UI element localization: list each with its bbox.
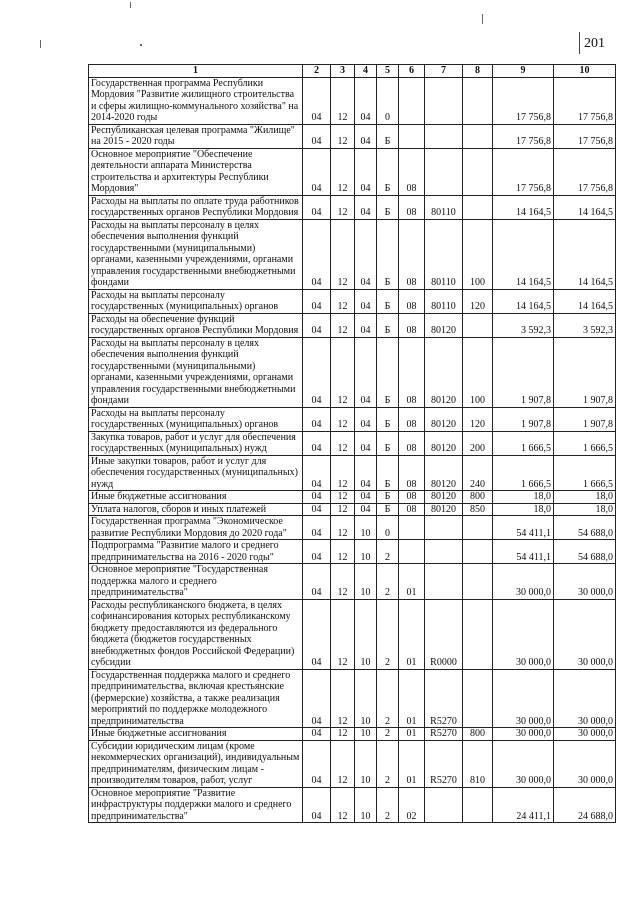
- code-col-7: [425, 564, 463, 600]
- code-col-6: [399, 124, 425, 148]
- code-col-7: 80120: [425, 491, 463, 504]
- code-col-7: 80120: [425, 503, 463, 516]
- amount-col-10: 54 688,0: [554, 540, 616, 564]
- amount-col-9: 17 756,8: [493, 77, 554, 124]
- row-name: Субсидии юридическим лицам (кроме некоммерческих организаций), индивидуальным предпринимателям, физическим лицам - производителям товаров, работ, услуг: [89, 740, 303, 787]
- code-col-3: 12: [331, 313, 355, 337]
- amount-col-10: 30 000,0: [554, 599, 616, 669]
- amount-col-9: 17 756,8: [493, 148, 554, 195]
- page-number-bar: [579, 32, 580, 54]
- table-row: [89, 540, 616, 564]
- budget-table: [88, 64, 616, 823]
- code-col-4: 04: [355, 337, 377, 407]
- table-row: [89, 407, 616, 431]
- code-col-8: [463, 787, 493, 823]
- code-col-5: 0: [377, 77, 399, 124]
- code-col-3: 12: [331, 195, 355, 219]
- code-col-2: 04: [303, 289, 331, 313]
- code-col-7: 80110: [425, 219, 463, 289]
- code-col-6: [399, 77, 425, 124]
- code-col-7: R5270: [425, 740, 463, 787]
- code-col-8: 810: [463, 740, 493, 787]
- code-col-8: 850: [463, 503, 493, 516]
- code-col-6: 08: [399, 337, 425, 407]
- table-header-row: [89, 65, 616, 78]
- code-col-3: 12: [331, 787, 355, 823]
- column-header: 8: [463, 65, 493, 78]
- code-col-3: 12: [331, 516, 355, 540]
- code-col-6: 08: [399, 195, 425, 219]
- table-row: [89, 77, 616, 124]
- code-col-4: 10: [355, 740, 377, 787]
- code-col-8: [463, 669, 493, 728]
- code-col-2: 04: [303, 599, 331, 669]
- amount-col-9: 3 592,3: [493, 313, 554, 337]
- code-col-8: [463, 564, 493, 600]
- code-col-2: 04: [303, 77, 331, 124]
- code-col-8: 120: [463, 289, 493, 313]
- code-col-3: 12: [331, 503, 355, 516]
- column-header: 4: [355, 65, 377, 78]
- code-col-5: 2: [377, 540, 399, 564]
- code-col-8: 200: [463, 431, 493, 455]
- scan-mark: [140, 44, 142, 46]
- code-col-2: 04: [303, 407, 331, 431]
- code-col-4: 10: [355, 516, 377, 540]
- code-col-4: 04: [355, 431, 377, 455]
- code-col-7: R0000: [425, 599, 463, 669]
- column-header: 9: [493, 65, 554, 78]
- code-col-3: 12: [331, 337, 355, 407]
- code-col-5: Б: [377, 124, 399, 148]
- code-col-8: 800: [463, 728, 493, 741]
- row-name: Иные закупки товаров, работ и услуг для обеспечения государственных (муниципальных) нужд: [89, 455, 303, 491]
- amount-col-9: 54 411,1: [493, 516, 554, 540]
- column-header: 5: [377, 65, 399, 78]
- row-name: Основное мероприятие "Государственная поддержка малого и среднего предпринимательства": [89, 564, 303, 600]
- code-col-3: 12: [331, 289, 355, 313]
- amount-col-9: 14 164,5: [493, 195, 554, 219]
- table-row: [89, 124, 616, 148]
- amount-col-9: 14 164,5: [493, 289, 554, 313]
- code-col-2: 04: [303, 669, 331, 728]
- amount-col-9: 1 666,5: [493, 455, 554, 491]
- table-row: [89, 289, 616, 313]
- row-name: Расходы на выплаты персоналу в целях обеспечения выполнения функций государственными (муниципальными) органами, казенными учреждениями, органами управления государственными внебюджетными фондами: [89, 337, 303, 407]
- code-col-2: 04: [303, 787, 331, 823]
- amount-col-10: 1 666,5: [554, 455, 616, 491]
- code-col-3: 12: [331, 124, 355, 148]
- code-col-5: Б: [377, 195, 399, 219]
- row-name: Республиканская целевая программа "Жилище" на 2015 - 2020 годы: [89, 124, 303, 148]
- code-col-5: 2: [377, 728, 399, 741]
- amount-col-9: 30 000,0: [493, 599, 554, 669]
- amount-col-10: 1 666,5: [554, 431, 616, 455]
- table-row: [89, 787, 616, 823]
- amount-col-10: 30 000,0: [554, 740, 616, 787]
- column-header: 1: [89, 65, 303, 78]
- amount-col-10: 18,0: [554, 503, 616, 516]
- table-row: [89, 148, 616, 195]
- code-col-8: 240: [463, 455, 493, 491]
- row-name: Основное мероприятие "Развитие инфраструктуры поддержки малого и среднего предпринимательства": [89, 787, 303, 823]
- code-col-7: R5270: [425, 669, 463, 728]
- column-header: 7: [425, 65, 463, 78]
- code-col-2: 04: [303, 455, 331, 491]
- row-name: Расходы на выплаты персоналу государственных (муниципальных) органов: [89, 289, 303, 313]
- table-row: [89, 669, 616, 728]
- code-col-5: 2: [377, 787, 399, 823]
- code-col-2: 04: [303, 195, 331, 219]
- code-col-8: [463, 124, 493, 148]
- code-col-6: 08: [399, 148, 425, 195]
- amount-col-10: 1 907,8: [554, 337, 616, 407]
- code-col-7: 80110: [425, 289, 463, 313]
- table-row: [89, 431, 616, 455]
- code-col-8: 800: [463, 491, 493, 504]
- code-col-7: 80120: [425, 455, 463, 491]
- code-col-4: 10: [355, 540, 377, 564]
- code-col-7: [425, 148, 463, 195]
- code-col-3: 12: [331, 564, 355, 600]
- code-col-4: 04: [355, 195, 377, 219]
- table-row: [89, 728, 616, 741]
- column-header: 3: [331, 65, 355, 78]
- code-col-5: Б: [377, 455, 399, 491]
- code-col-5: Б: [377, 503, 399, 516]
- row-name: Расходы на выплаты персоналу в целях обеспечения выполнения функций государственными (муниципальными) органами, казенными учреждениями, органами управления государственными внебюджетными фондами: [89, 219, 303, 289]
- code-col-4: 04: [355, 289, 377, 313]
- table-row: [89, 313, 616, 337]
- row-name: Государственная программа "Экономическое развитие Республики Мордовия до 2020 года": [89, 516, 303, 540]
- code-col-7: [425, 124, 463, 148]
- amount-col-9: 30 000,0: [493, 728, 554, 741]
- page-number: 201: [584, 36, 605, 51]
- code-col-6: 01: [399, 564, 425, 600]
- row-name: Государственная программа Республики Мордовия "Развитие жилищного строительства и сферы жилищно-коммунального хозяйства" на 2014-2020 годы: [89, 77, 303, 124]
- code-col-2: 04: [303, 564, 331, 600]
- code-col-7: [425, 787, 463, 823]
- code-col-6: 08: [399, 491, 425, 504]
- code-col-2: 04: [303, 503, 331, 516]
- amount-col-9: 30 000,0: [493, 564, 554, 600]
- code-col-8: 100: [463, 337, 493, 407]
- code-col-2: 04: [303, 516, 331, 540]
- table-row: [89, 337, 616, 407]
- amount-col-9: 54 411,1: [493, 540, 554, 564]
- row-name: Уплата налогов, сборов и иных платежей: [89, 503, 303, 516]
- row-name: Расходы на выплаты персоналу государственных (муниципальных) органов: [89, 407, 303, 431]
- code-col-7: 80110: [425, 195, 463, 219]
- table-row: [89, 455, 616, 491]
- code-col-7: [425, 77, 463, 124]
- code-col-2: 04: [303, 540, 331, 564]
- code-col-7: 80120: [425, 431, 463, 455]
- amount-col-10: 14 164,5: [554, 289, 616, 313]
- code-col-4: 04: [355, 491, 377, 504]
- code-col-6: 08: [399, 219, 425, 289]
- code-col-4: 10: [355, 787, 377, 823]
- code-col-3: 12: [331, 431, 355, 455]
- row-name: Расходы на обеспечение функций государственных органов Республики Мордовия: [89, 313, 303, 337]
- code-col-5: Б: [377, 313, 399, 337]
- code-col-4: 04: [355, 148, 377, 195]
- code-col-3: 12: [331, 407, 355, 431]
- code-col-4: 10: [355, 564, 377, 600]
- code-col-5: Б: [377, 431, 399, 455]
- table-row: [89, 219, 616, 289]
- amount-col-9: 17 756,8: [493, 124, 554, 148]
- code-col-2: 04: [303, 148, 331, 195]
- row-name: Иные бюджетные ассигнования: [89, 728, 303, 741]
- code-col-2: 04: [303, 728, 331, 741]
- code-col-3: 12: [331, 728, 355, 741]
- code-col-2: 04: [303, 491, 331, 504]
- amount-col-10: 18,0: [554, 491, 616, 504]
- code-col-8: [463, 540, 493, 564]
- code-col-5: 2: [377, 599, 399, 669]
- code-col-7: 80120: [425, 313, 463, 337]
- row-name: Расходы на выплаты по оплате труда работников государственных органов Республики Мордовия: [89, 195, 303, 219]
- amount-col-9: 1 907,8: [493, 337, 554, 407]
- code-col-4: 04: [355, 124, 377, 148]
- table-row: [89, 195, 616, 219]
- amount-col-9: 14 164,5: [493, 219, 554, 289]
- code-col-3: 12: [331, 491, 355, 504]
- code-col-6: 02: [399, 787, 425, 823]
- row-name: Расходы республиканского бюджета, в целях софинансирования которых республиканскому бюджету предоставляются из федерального бюджета (бюджетов государственных внебюджетных фондов Российской Федерации) субсидии: [89, 599, 303, 669]
- code-col-4: 04: [355, 313, 377, 337]
- code-col-5: Б: [377, 148, 399, 195]
- code-col-5: 2: [377, 564, 399, 600]
- column-header: 2: [303, 65, 331, 78]
- code-col-5: 2: [377, 669, 399, 728]
- amount-col-9: 18,0: [493, 491, 554, 504]
- scan-mark: [130, 2, 131, 8]
- code-col-7: R5270: [425, 728, 463, 741]
- table-row: [89, 740, 616, 787]
- code-col-3: 12: [331, 599, 355, 669]
- amount-col-10: 30 000,0: [554, 564, 616, 600]
- code-col-4: 10: [355, 728, 377, 741]
- code-col-8: 120: [463, 407, 493, 431]
- code-col-4: 10: [355, 669, 377, 728]
- amount-col-10: 14 164,5: [554, 219, 616, 289]
- code-col-2: 04: [303, 219, 331, 289]
- code-col-7: 80120: [425, 407, 463, 431]
- table-row: [89, 503, 616, 516]
- code-col-2: 04: [303, 431, 331, 455]
- code-col-7: 80120: [425, 337, 463, 407]
- scan-mark: [40, 40, 41, 48]
- amount-col-10: 17 756,8: [554, 124, 616, 148]
- amount-col-10: 17 756,8: [554, 77, 616, 124]
- code-col-6: [399, 540, 425, 564]
- code-col-8: 100: [463, 219, 493, 289]
- code-col-6: 08: [399, 431, 425, 455]
- code-col-5: 2: [377, 740, 399, 787]
- code-col-5: Б: [377, 289, 399, 313]
- amount-col-9: 18,0: [493, 503, 554, 516]
- code-col-6: 01: [399, 728, 425, 741]
- amount-col-10: 30 000,0: [554, 728, 616, 741]
- code-col-3: 12: [331, 669, 355, 728]
- amount-col-10: 3 592,3: [554, 313, 616, 337]
- table-row: [89, 564, 616, 600]
- amount-col-10: 30 000,0: [554, 669, 616, 728]
- code-col-4: 04: [355, 503, 377, 516]
- amount-col-10: 24 688,0: [554, 787, 616, 823]
- code-col-6: 08: [399, 289, 425, 313]
- column-header: 6: [399, 65, 425, 78]
- code-col-3: 12: [331, 77, 355, 124]
- code-col-8: [463, 148, 493, 195]
- code-col-3: 12: [331, 148, 355, 195]
- amount-col-9: 1 907,8: [493, 407, 554, 431]
- code-col-5: Б: [377, 407, 399, 431]
- code-col-4: 04: [355, 455, 377, 491]
- code-col-4: 10: [355, 599, 377, 669]
- code-col-3: 12: [331, 455, 355, 491]
- code-col-7: [425, 516, 463, 540]
- code-col-6: 08: [399, 455, 425, 491]
- row-name: Иные бюджетные ассигнования: [89, 491, 303, 504]
- table-row: [89, 491, 616, 504]
- amount-col-10: 14 164,5: [554, 195, 616, 219]
- code-col-4: 04: [355, 407, 377, 431]
- code-col-6: 08: [399, 503, 425, 516]
- code-col-3: 12: [331, 740, 355, 787]
- code-col-3: 12: [331, 219, 355, 289]
- code-col-6: [399, 516, 425, 540]
- code-col-4: 04: [355, 219, 377, 289]
- code-col-8: [463, 195, 493, 219]
- amount-col-10: 54 688,0: [554, 516, 616, 540]
- code-col-2: 04: [303, 124, 331, 148]
- code-col-8: [463, 599, 493, 669]
- amount-col-9: 24 411,1: [493, 787, 554, 823]
- amount-col-9: 30 000,0: [493, 740, 554, 787]
- amount-col-10: 1 907,8: [554, 407, 616, 431]
- amount-col-10: 17 756,8: [554, 148, 616, 195]
- code-col-2: 04: [303, 740, 331, 787]
- scan-mark: [482, 14, 483, 24]
- code-col-2: 04: [303, 313, 331, 337]
- code-col-6: 08: [399, 407, 425, 431]
- table-row: [89, 516, 616, 540]
- amount-col-9: 1 666,5: [493, 431, 554, 455]
- amount-col-9: 30 000,0: [493, 669, 554, 728]
- code-col-6: 08: [399, 313, 425, 337]
- code-col-5: 0: [377, 516, 399, 540]
- code-col-4: 04: [355, 77, 377, 124]
- row-name: Закупка товаров, работ и услуг для обеспечения государственных (муниципальных) нужд: [89, 431, 303, 455]
- row-name: Подпрограмма "Развитие малого и среднего предпринимательства на 2016 - 2020 годы": [89, 540, 303, 564]
- code-col-6: 01: [399, 740, 425, 787]
- code-col-5: Б: [377, 337, 399, 407]
- code-col-5: Б: [377, 491, 399, 504]
- row-name: Государственная поддержка малого и среднего предпринимательства, включая крестьянские (фермерские) хозяйства, а также реализация мероприятий по поддержке молодежного предпринимательства: [89, 669, 303, 728]
- code-col-6: 01: [399, 669, 425, 728]
- column-header: 10: [554, 65, 616, 78]
- code-col-5: Б: [377, 219, 399, 289]
- code-col-8: [463, 313, 493, 337]
- row-name: Основное мероприятие "Обеспечение деятельности аппарата Министерства строительства и архитектуры Республики Мордовия": [89, 148, 303, 195]
- code-col-3: 12: [331, 540, 355, 564]
- code-col-8: [463, 77, 493, 124]
- table-row: [89, 599, 616, 669]
- code-col-7: [425, 540, 463, 564]
- code-col-2: 04: [303, 337, 331, 407]
- code-col-8: [463, 516, 493, 540]
- code-col-6: 01: [399, 599, 425, 669]
